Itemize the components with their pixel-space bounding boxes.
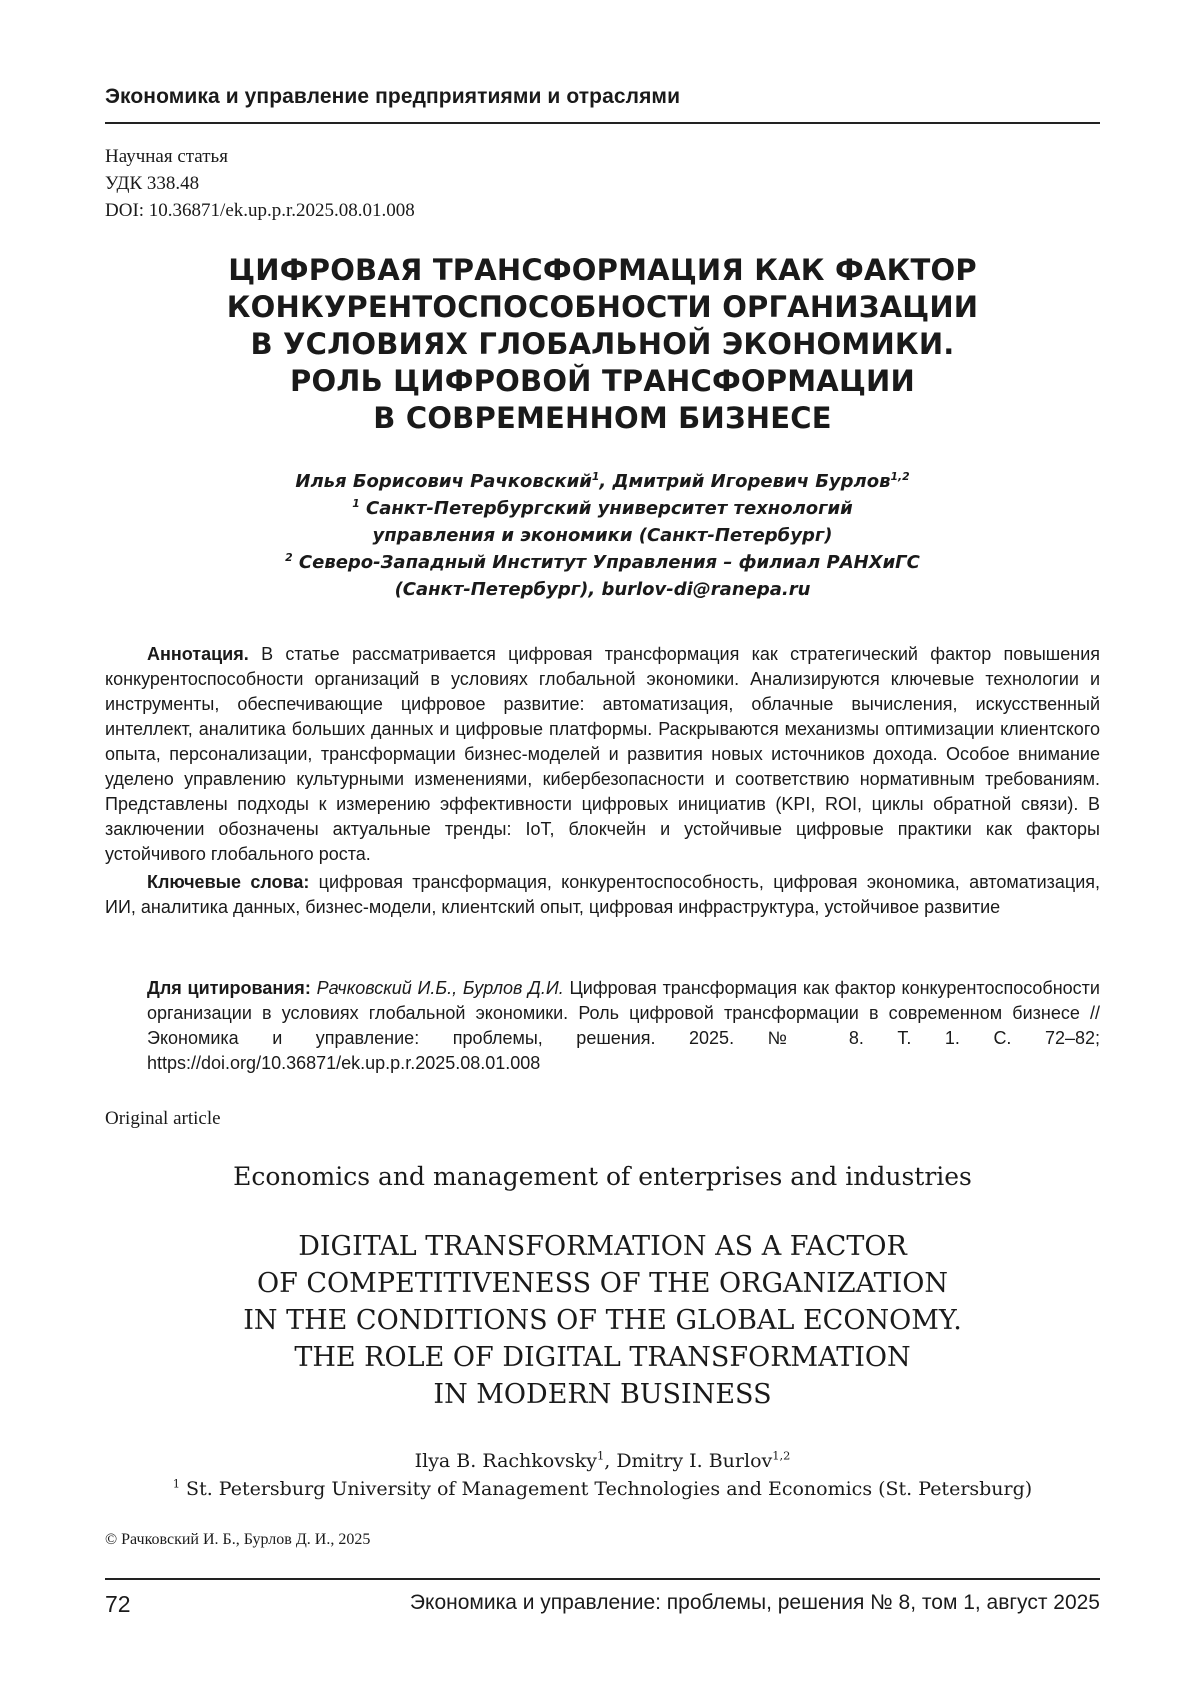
- journal-footer: Экономика и управление: проблемы, решения № 8, том 1, август 2025: [410, 1591, 1100, 1615]
- affiliation-1-line-2: управления и экономики (Санкт-Петербург): [105, 522, 1100, 549]
- author-separator: ,: [599, 471, 612, 492]
- author-1-name-en: Ilya B. Rachkovsky: [415, 1450, 597, 1472]
- author-2-name: Дмитрий Игоревич Бурлов: [612, 471, 890, 492]
- title-ru-line: В УСЛОВИЯХ ГЛОБАЛЬНОЙ ЭКОНОМИКИ.: [105, 326, 1100, 363]
- authors-ru: [105, 468, 1100, 603]
- title-en-line: DIGITAL TRANSFORMATION AS A FACTOR: [105, 1228, 1100, 1265]
- article-meta: [105, 143, 415, 224]
- article-page: [105, 0, 1100, 1698]
- title-ru-line: РОЛЬ ЦИФРОВОЙ ТРАНСФОРМАЦИИ: [105, 363, 1100, 400]
- section-en: Economics and management of enterprises and industries: [105, 1162, 1100, 1191]
- footer-divider: [105, 1578, 1100, 1580]
- title-en-line: THE ROLE OF DIGITAL TRANSFORMATION: [105, 1339, 1100, 1376]
- author-1-sup-en: 1: [597, 1449, 604, 1463]
- affiliation-1-sup-en: 1: [173, 1477, 180, 1491]
- header-divider: [105, 122, 1100, 124]
- citation-authors: Рачковский И.Б., Бурлов Д.И.: [311, 978, 564, 998]
- author-1-name: Илья Борисович Рачковский: [295, 471, 591, 492]
- affiliation-1-sup: 1: [352, 497, 360, 510]
- keywords-text: цифровая трансформация, конкурентоспособность, цифровая экономика, автоматизация, ИИ, аналитика данных, бизнес-модели, клиентский опыт, цифровая инфраструктура, устойчивое развитие: [105, 872, 1100, 917]
- author-2-name-en: Dmitry I. Burlov: [616, 1450, 772, 1472]
- abstract-label: Аннотация.: [147, 644, 249, 664]
- title-ru-line: КОНКУРЕНТОСПОСОБНОСТИ ОРГАНИЗАЦИИ: [105, 289, 1100, 326]
- citation: [147, 976, 1100, 1076]
- original-article-label: Original article: [105, 1108, 221, 1130]
- author-1-sup: 1: [592, 470, 600, 483]
- copyright-notice: © Рачковский И. Б., Бурлов Д. И., 2025: [105, 1531, 370, 1549]
- abstract: [105, 642, 1100, 867]
- title-ru-line: ЦИФРОВАЯ ТРАНСФОРМАЦИЯ КАК ФАКТОР: [105, 252, 1100, 289]
- title-ru-line: В СОВРЕМЕННОМ БИЗНЕСЕ: [105, 400, 1100, 437]
- author-separator-en: ,: [604, 1450, 616, 1472]
- author-2-sup: 1,2: [890, 470, 909, 483]
- affiliation-2-text: Северо-Западный Институт Управления – филиал РАНХиГС: [293, 552, 920, 573]
- title-ru: [105, 252, 1100, 437]
- affiliation-1-text: Санкт-Петербургский университет технологий: [360, 498, 853, 519]
- citation-text: Цифровая трансформация как фактор конкурентоспособности организации в условиях глобальной экономики. Роль цифровой трансформации в современном бизнесе // Экономика и управление: проблемы, решения. 2025. № 8. Т. 1. С. 72–82; https://doi.org/10.36871/ek.up.p.r.2025.08.01.008: [147, 978, 1100, 1073]
- affiliation-1-text-en: St. Petersburg University of Management Technologies and Economics (St. Petersburg): [180, 1478, 1032, 1500]
- title-en-line: IN MODERN BUSINESS: [105, 1376, 1100, 1413]
- author-2-sup-en: 1,2: [772, 1449, 790, 1463]
- keywords-label: Ключевые слова:: [147, 872, 309, 892]
- citation-label: Для цитирования:: [147, 978, 311, 998]
- journal-section-header: Экономика и управление предприятиями и отраслями: [105, 85, 680, 109]
- title-en-line: OF COMPETITIVENESS OF THE ORGANIZATION: [105, 1265, 1100, 1302]
- affiliation-2-sup: 2: [285, 551, 293, 564]
- keywords: [105, 870, 1100, 920]
- abstract-text: В статье рассматривается цифровая трансформация как стратегический фактор повышения конкурентоспособности организаций в условиях глобальной экономики. Анализируются ключевые технологии и инструменты, обеспечивающие цифровое развитие: автоматизация, облачные вычисления, искусственный интеллект, аналитика больших данных и цифровые платформы. Раскрываются механизмы оптимизации клиентского опыта, персонализации, трансформации бизнес-моделей и развития новых источников дохода. Особое внимание уделено управлению культурными изменениями, кибербезопасности и соответствию нормативным требованиям. Представлены подходы к измерению эффективности цифровых инициатив (KPI, ROI, циклы обратной связи). В заключении обозначены актуальные тренды: IoT, блокчейн и устойчивые цифровые практики как факторы устойчивого глобального роста.: [105, 644, 1100, 864]
- title-en: [105, 1228, 1100, 1413]
- affiliation-1-line-1: [105, 495, 1100, 522]
- affiliation-2-line-1: [105, 549, 1100, 576]
- udc-code: УДК 338.48: [105, 170, 415, 197]
- authors-en: [105, 1447, 1100, 1503]
- affiliation-2-line-2: (Санкт-Петербург), burlov-di@ranepa.ru: [105, 576, 1100, 603]
- author-names-en: [105, 1447, 1100, 1475]
- title-en-line: IN THE CONDITIONS OF THE GLOBAL ECONOMY.: [105, 1302, 1100, 1339]
- article-type: Научная статья: [105, 143, 415, 170]
- author-names-ru: [105, 468, 1100, 495]
- affiliation-1-en: [105, 1475, 1100, 1503]
- doi: DOI: 10.36871/ek.up.p.r.2025.08.01.008: [105, 197, 415, 224]
- page-number: 72: [105, 1591, 131, 1618]
